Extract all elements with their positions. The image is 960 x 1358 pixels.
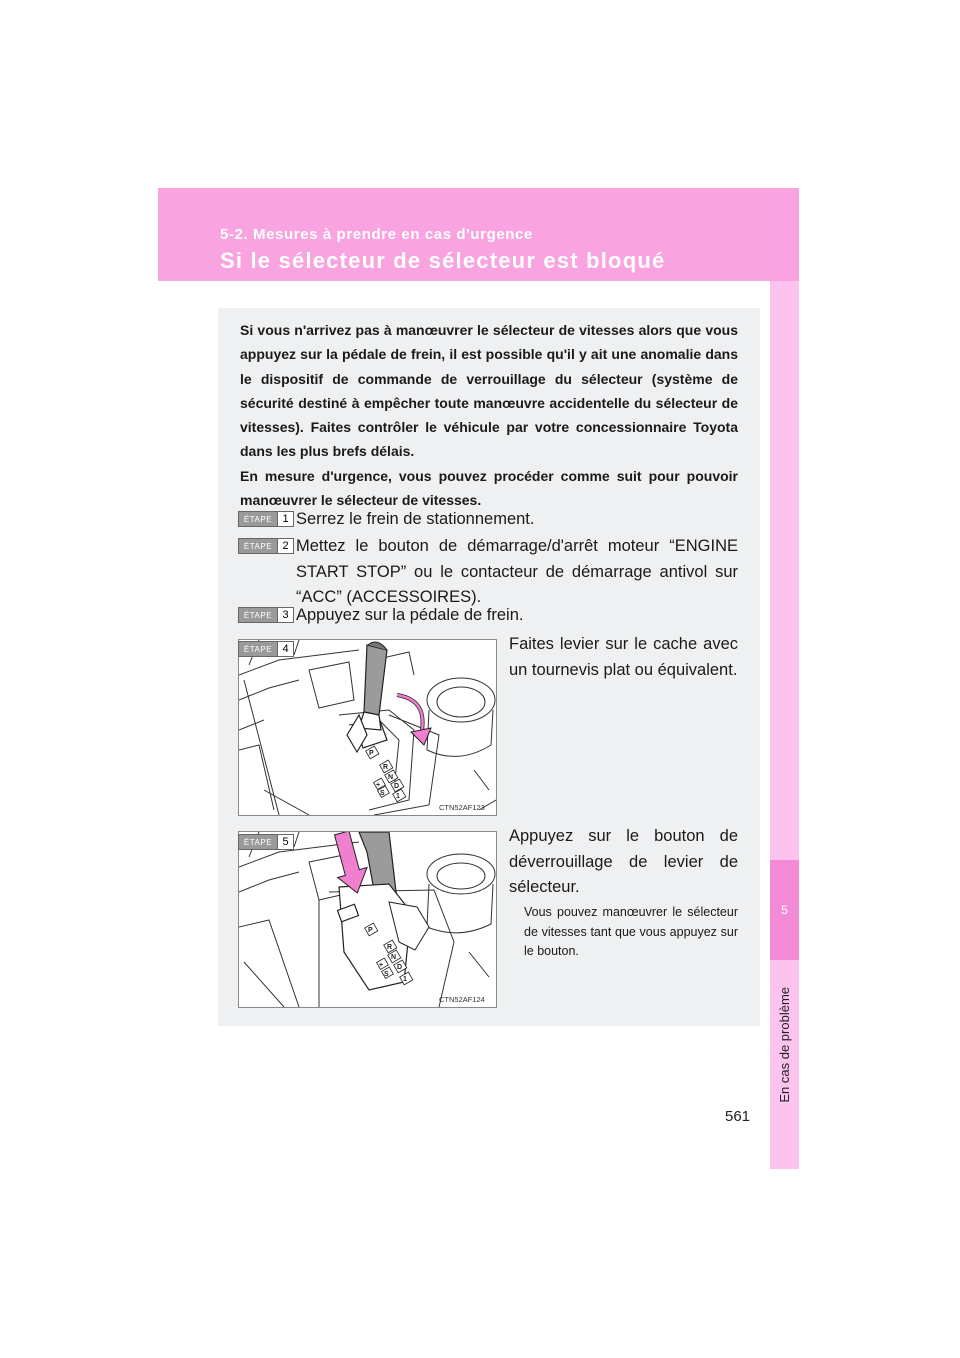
step-text: Faites levier sur le cache avec un tournevis plat ou équivalent.	[509, 635, 738, 679]
step-badge	[238, 607, 294, 623]
gear-letter: 1	[403, 976, 407, 983]
page-title: Si le sélecteur de sélecteur est bloqué	[220, 248, 666, 273]
gear-letter: D	[397, 964, 403, 971]
chapter-title-text: En cas de problème	[777, 987, 792, 1103]
step-badge-label: ÉTAPE	[239, 512, 277, 526]
shift-lever-screwdriver-illustration	[239, 640, 496, 815]
step-text: Appuyez sur la pédale de frein.	[296, 606, 524, 624]
step-badge-number: 3	[277, 608, 293, 622]
step-badge-number: 5	[277, 835, 293, 849]
gear-letter: 1	[396, 793, 400, 800]
gear-letter: P	[368, 927, 373, 934]
step-5-figure	[238, 831, 497, 1008]
step-badge	[238, 834, 294, 850]
gear-letter: N	[388, 774, 394, 781]
gear-letter: R	[387, 944, 393, 951]
step-badge-label: ÉTAPE	[239, 608, 277, 622]
step-badge-number: 2	[277, 539, 293, 553]
step-text: Appuyez sur le bouton de déverrouillage de levier de sélecteur.	[509, 827, 738, 896]
gear-letter: P	[369, 750, 374, 757]
gear-letter: S	[380, 790, 385, 797]
section-label: 5-2. Mesures à prendre en cas d'urgence	[220, 226, 533, 243]
step-badge-label: ÉTAPE	[239, 642, 277, 656]
gear-letter: D	[394, 783, 400, 790]
chapter-number: 5	[770, 860, 799, 960]
step-note: Vous pouvez manœuvrer le sélecteur de vitesses tant que vous appuyez sur le bouton.	[524, 905, 738, 958]
step-4-figure	[238, 639, 497, 816]
step-badge-number: 4	[277, 642, 293, 656]
step-badge-label: ÉTAPE	[239, 539, 277, 553]
step-badge-label: ÉTAPE	[239, 835, 277, 849]
intro-paragraph: En mesure d'urgence, vous pouvez procéder comme suit pour pouvoir manœuvrer le sélecteur de vitesses.	[240, 467, 738, 509]
shift-lock-release-illustration	[239, 832, 496, 1007]
step-badge-number: 1	[277, 512, 293, 526]
gear-letter: N	[391, 954, 397, 961]
figure-code: CTN52AF124	[439, 995, 485, 1004]
step-text: Serrez le frein de stationnement.	[296, 510, 535, 528]
intro-paragraph: Si vous n'arrivez pas à manœuvrer le sélecteur de vitesses alors que vous appuyez sur la pédale de frein, il est possible qu'il y ait une anomalie dans le dispositif de commande de verrouillage du sélecteur (système de sécurité destiné à empêcher toute manœuvre accidentelle du sélecteur de vitesses). Faites contrôler le véhicule par votre concessionnaire Toyota dans les plus brefs délais.	[240, 322, 738, 460]
chapter-title	[770, 960, 799, 1130]
step-text: Mettez le bouton de démarrage/d'arrêt moteur “ENGINE START STOP” ou le contacteur de démarrage antivol sur “ACC” (ACCESSOIRES).	[296, 537, 738, 606]
page-number: 561	[725, 1108, 751, 1125]
gear-letter: R	[383, 764, 389, 771]
step-badge	[238, 511, 294, 527]
step-badge	[238, 538, 294, 554]
gear-letter: +	[376, 782, 381, 789]
gear-letter: +	[379, 962, 384, 969]
gear-letter: S	[384, 971, 389, 978]
step-badge	[238, 641, 294, 657]
figure-code: CTN52AF123	[439, 803, 485, 812]
intro-text	[240, 318, 738, 512]
